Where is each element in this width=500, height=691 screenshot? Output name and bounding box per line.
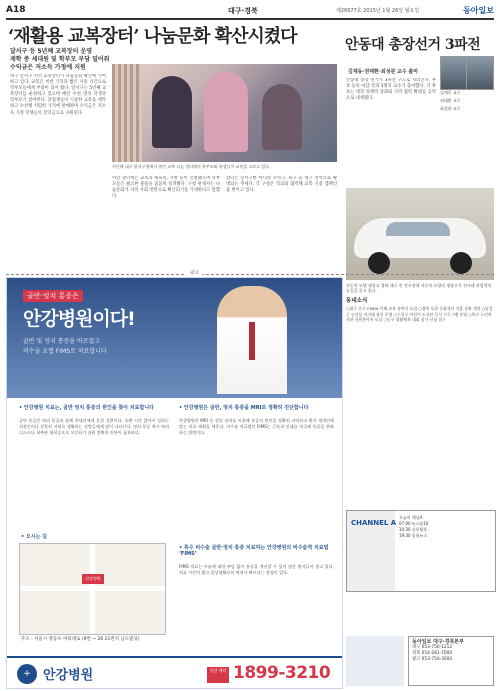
ad-divider: [6, 274, 494, 275]
tv-line: 오늘의 채널A: [399, 515, 423, 520]
candidate-name: 최성관 교수: [440, 106, 461, 111]
hospital-logo-icon: +: [17, 664, 37, 684]
hospital-advert: [6, 277, 343, 689]
advert-section-2: • 안강병원은 골반, 엉치 통증을 MRI로 정확히 진단합니다: [179, 405, 309, 411]
car-photo-caption: 자동차 모양 냉장고 경북 대구 한 전시장에 자동차 모양의 냉장고가 전시돼 관람객의 눈길을 끌고 있다.: [346, 283, 492, 293]
map-pin: 안강병원: [82, 574, 104, 584]
fridge-car-photo: [346, 188, 494, 280]
person-figure: [152, 76, 192, 148]
bureau-line: 광고 053-750-3000: [412, 657, 453, 662]
candidate-name: 김재동 교수: [440, 90, 461, 95]
advert-body-2: 안강병원은 MRI 등 정밀 장비를 이용해 통증의 원인을 정확히 파악하고 환자 개개인에 맞는 치료 계획을 세운다. 비수술 치료법인 FIMS는 근육과 인대를 자극해 통증을 완화하는 방법이다.: [179, 418, 334, 435]
car-wheel: [450, 252, 472, 274]
article1-subhead-2: 재학 중 세대원 및 학부모 부담 덜어줘: [10, 56, 110, 63]
article1-photo: [112, 64, 337, 162]
clothes-rack: [112, 64, 142, 162]
candidate-photo: [466, 56, 494, 90]
person-figure: [204, 72, 248, 152]
bureau-line: 대구 053-750-1212: [412, 645, 453, 650]
advert-body-1: 골반 통증은 허리 통증과 함께 현대인에게 흔한 질환이다. 오랜 시간 앉아서 일하는 직장인이나 잘못된 자세로 생활하는 사람들에게 많이 나타난다. 엉치 통증 역시 허리 디스크나 척추관 협착증으로 오인되기 쉬워 정확한 진단이 필요하다.: [19, 418, 169, 435]
section-name: 대구·경북: [228, 7, 258, 15]
notice-list: ○대구 중구 CMEN 이해 교육 참여자 모집 ○경북 포항 문화센터 겨울 강좌 개설 ○달성군 농산물 직거래 장터 운영 ○수성구 어린이 도서관 독서 프로그램 운영 ○북구 노인복지관 자원봉사자 모집 ○동구 생활체육 대회 참가 신청 접수: [346, 306, 493, 323]
page-number: A18: [6, 5, 26, 15]
car-wheel: [368, 252, 390, 274]
sidebar-graphic: [346, 636, 404, 686]
notice-title: 동네소식: [346, 298, 368, 304]
article2-headline: 안동대 총장선거 3파전: [345, 37, 481, 53]
tv-channel-name: CHANNEL A: [351, 519, 397, 527]
tv-schedule: [346, 510, 496, 592]
tv-line: 07:00 뉴스톱10: [399, 521, 429, 526]
doctor-tie: [249, 322, 255, 360]
issue-date: 제26677호 2015년 1월 26일 월요일: [336, 8, 420, 14]
article2-body: 안동대 총장 선거가 3파전 구도로 치러진다. 후보 등록 마감 결과 3명의 교수가 출마했다. 각 후보는 대학 경쟁력 강화와 지역 협력 확대를 공약으로 내세웠다.: [346, 78, 436, 102]
candidate-name: 권태환 교수: [440, 98, 461, 103]
advert-footer: [7, 656, 342, 689]
bureau-title: 동아일보 대구·경북본부: [412, 639, 464, 645]
tel-label: 상담 예약: [207, 667, 229, 683]
hospital-name: 안강병원: [43, 668, 94, 683]
article1-body-right: 장터는 달서구뿐 아니라 수성구, 북구 등 대구 전역으로 확대되는 추세다. 각 구청은 학교와 협력해 교복 기증 캠페인을 벌이고 있다.: [226, 176, 337, 194]
map-label: • 오시는 길: [21, 534, 47, 540]
article1-body-mid: 이날 장터에는 교복과 체육복, 가방 등이 진열됐으며 학부모들은 필요한 물품을 꼼꼼히 살펴봤다. 구청 관계자는 나눔문화가 지역 사회 전반으로 확산되기를 기대한다고 말했다.: [112, 176, 220, 200]
tv-line: 19:30 종합뉴스: [399, 533, 428, 538]
tv-line: 10:30 신통방통: [399, 527, 428, 532]
person-figure: [262, 84, 302, 150]
article1-subhead-3: 수익금은 저소득 가정에 지원: [10, 64, 86, 71]
doctor-portrait: [217, 286, 287, 394]
advert-tag: 골반·엉치 통증은: [23, 290, 83, 302]
bureau-box: [408, 636, 494, 686]
advert-section-1: • 안강병원 치료는, 골반 엉치 통증의 원인을 찾아 치료합니다: [19, 405, 154, 411]
page-header: [6, 4, 494, 20]
advert-line-2: 비수술 요법 FIMS로 치료합니다: [23, 348, 107, 355]
tv-listing: [399, 515, 491, 539]
article1-body-left: 대구 달서구 지역 교복장터가 나눔문화 확산에 기여하고 있다. 교복은 비싼 가격과 짧은 사용 기간으로 학부모들에게 부담이 되어 왔다. 달서구는 5년째 교복장터를 운영하고 있으며 매년 수천 명의 학생과 학부모가 참여한다. 졸업생들이 기증한 교복을 세탁하고 수선해 저렴한 가격에 판매하며 수익금은 저소득 가정 학생들의 장학금으로 지원된다.: [10, 74, 106, 116]
article2-subhead: 김재동·권태환·최성관 교수 출마: [348, 69, 419, 75]
hospital-address: 주소 : 서울시 영등포 여의대로 (9번 ~ 26 21번지 남도빌딩): [21, 637, 140, 642]
location-map: [19, 543, 166, 635]
newspaper-logo: 동아일보: [463, 6, 494, 15]
advert-section-3: • 특수 비수술 골반·엉치 통증 치료하는 안강병원의 비수술적 치료법 ‘FIMS’: [179, 545, 329, 557]
advert-title: 안강병원이다!: [23, 308, 135, 330]
hospital-phone: 1899-3210: [233, 663, 331, 683]
article1-photo-caption: 지난해 대구 달서구청에서 열린 교복 나눔 장터에서 학부모와 학생들이 교복을 고르고 있다.: [112, 164, 271, 169]
article1-subhead-1: 달서구 등 5년째 교복장터 운영: [10, 48, 93, 55]
advert-body-3: FIMS 치료는 수술에 대한 부담 없이 통증을 개선할 수 있어 많은 환자들이 찾고 있다. 치료 시간이 짧고 일상생활로의 복귀가 빠르다는 장점이 있다.: [179, 564, 334, 575]
ad-label: 광고: [186, 270, 203, 276]
advert-banner: [7, 278, 342, 398]
car-window: [386, 222, 450, 236]
article1-headline: ‘재활용 교복장터’ 나눔문화 확산시켰다: [8, 26, 297, 47]
advert-line-1: 골반 및 엉치 통증을 바로잡고: [23, 338, 101, 345]
bureau-line: 경북 054-281-7000: [412, 651, 453, 656]
map-road: [90, 544, 95, 634]
